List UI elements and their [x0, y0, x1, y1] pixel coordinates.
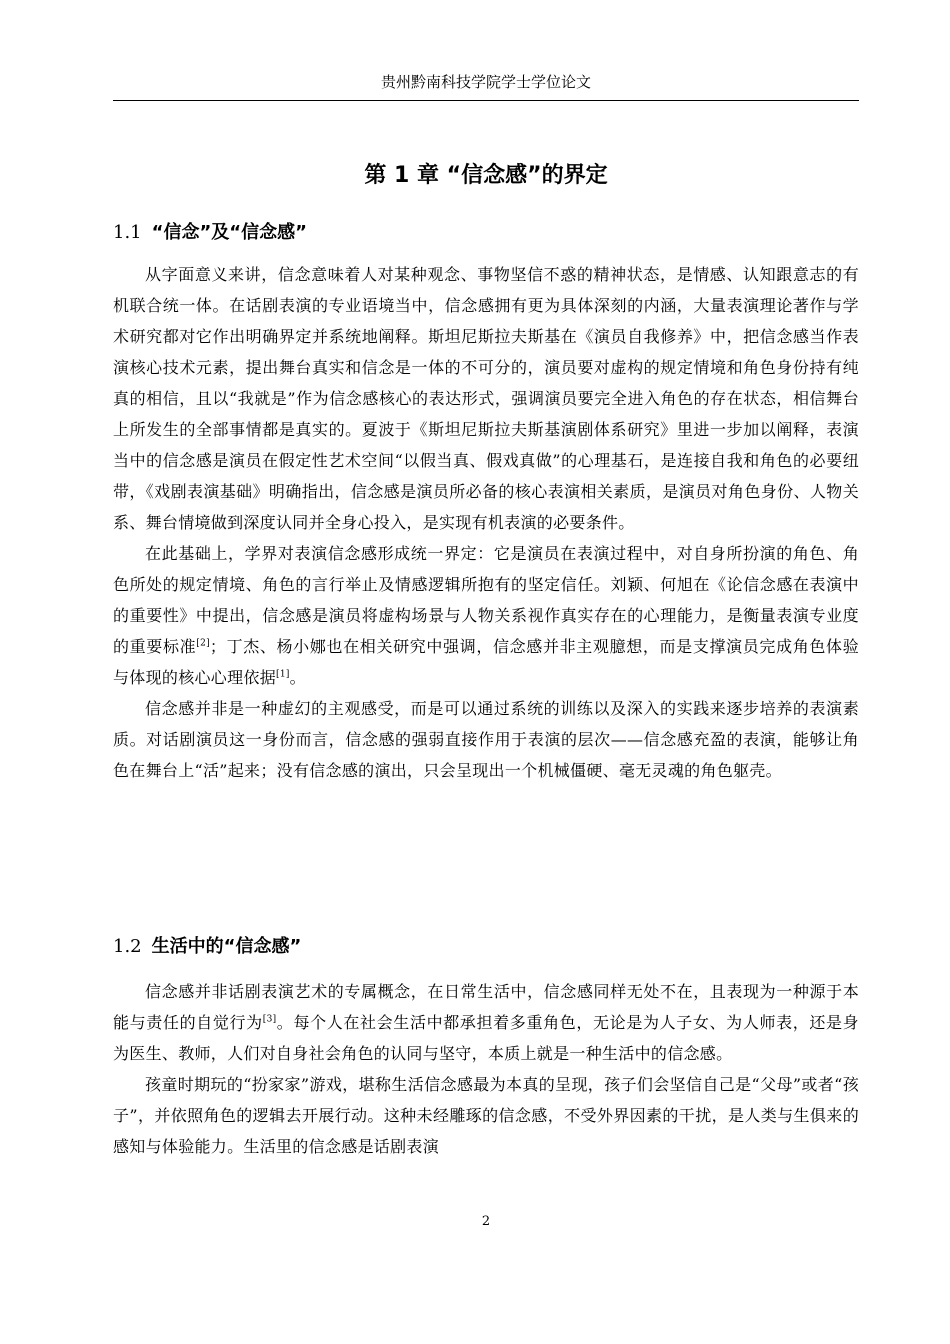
paragraph-text: 信念感并非话剧表演艺术的专属概念，在日常生活中，信念感同样无处不在，且表现为一种源于本能与责任的自觉行为	[113, 982, 859, 1032]
paragraph	[113, 1069, 859, 1162]
citation-ref: [2]	[196, 638, 210, 649]
page-number: 2	[481, 1214, 491, 1229]
paragraph-text: 。每个人在社会生活中都承担着多重角色，无论是为人子女、为人师表，还是身为医生、教师，人们对自身社会角色的认同与坚守，本质上就是一种生活中的信念感。	[113, 1013, 859, 1063]
paragraph-text: 孩童时期玩的“扮家家”游戏，堪称生活信念感最为本真的呈现，孩子们会坚信自己是“父母”或者“孩子”，并依照角色的逻辑去开展行动。这种未经雕琢的信念感，不受外界因素的干扰，是人类与生俱来的感知与体验能力。生活里的信念感是话剧表演	[113, 1075, 859, 1156]
chapter-title: 第 1 章 “信念感”的界定	[364, 162, 608, 188]
section-heading	[113, 934, 859, 960]
paragraph	[113, 693, 859, 786]
section-body	[113, 259, 859, 786]
running-header: 贵州黔南科技学院学士学位论文	[380, 73, 591, 91]
paragraph-text: 从字面意义来讲，信念意味着人对某种观念、事物坚信不惑的精神状态，是情感、认知跟意志的有机联合统一体。在话剧表演的专业语境当中，信念感拥有更为具体深刻的内涵，大量表演理论著作与学术研究都对它作出明确界定并系统地阐释。斯坦尼斯拉夫斯基在《演员自我修养》中，把信念感当作表演核心技术元素，提出舞台真实和信念是一体的不可分的，演员要对虚构的规定情境和角色身份持有纯真的相信，且以“我就是”作为信念感核心的表达形式，强调演员要完全进入角色的存在状态，相信舞台上所发生的全部事情都是真实的。夏波于《斯坦尼斯拉夫斯基演剧体系研究》里进一步加以阐释，表演当中的信念感是演员在假定性艺术空间“以假当真、假戏真做”的心理基石，是连接自我和角色的必要纽带，《戏剧表演基础》明确指出，信念感是演员所必备的核心表演相关素质，是演员对角色身份、人物关系、舞台情境做到深度认同并全身心投入，是实现有机表演的必要条件。	[113, 265, 859, 532]
section-body	[113, 976, 859, 1162]
section-number: 1.2	[113, 936, 142, 957]
paragraph-text: 在此基础上，学界对表演信念感形成统一界定：它是演员在表演过程中，对自身所扮演的角色、角色所处的规定情境、角色的言行举止及情感逻辑所抱有的坚定信任。刘颖、何旭在《论信念感在表演中的重要性》中提出，信念感是演员将虚构场景与人物关系视作真实存在的心理能力，是衡量表演专业度的重要标准	[113, 544, 859, 656]
paragraph-text: 信念感并非是一种虚幻的主观感受，而是可以通过系统的训练以及深入的实践来逐步培养的表演素质。对话剧演员这一身份而言，信念感的强弱直接作用于表演的层次——信念感充盈的表演，能够让角色在舞台上“活”起来；没有信念感的演出，只会呈现出一个机械僵硬、毫无灵魂的角色躯壳。	[113, 699, 859, 780]
section-title: “信念”及“信念感”	[151, 222, 307, 243]
section-1-1	[113, 220, 859, 786]
header-rule	[113, 100, 859, 101]
paragraph-text: ；丁杰、杨小娜也在相关研究中强调，信念感并非主观臆想，而是支撑演员完成角色体验与体现的核心心理依据	[113, 637, 859, 687]
paragraph	[113, 976, 859, 1069]
citation-ref: [1]	[276, 669, 290, 680]
paragraph	[113, 538, 859, 693]
citation-ref: [3]	[262, 1014, 277, 1025]
section-1-2	[113, 934, 859, 1162]
section-title: 生活中的“信念感”	[151, 936, 302, 957]
paragraph	[113, 259, 859, 538]
section-number: 1.1	[113, 222, 142, 243]
paragraph-text: 。	[289, 668, 306, 687]
section-heading	[113, 220, 859, 246]
